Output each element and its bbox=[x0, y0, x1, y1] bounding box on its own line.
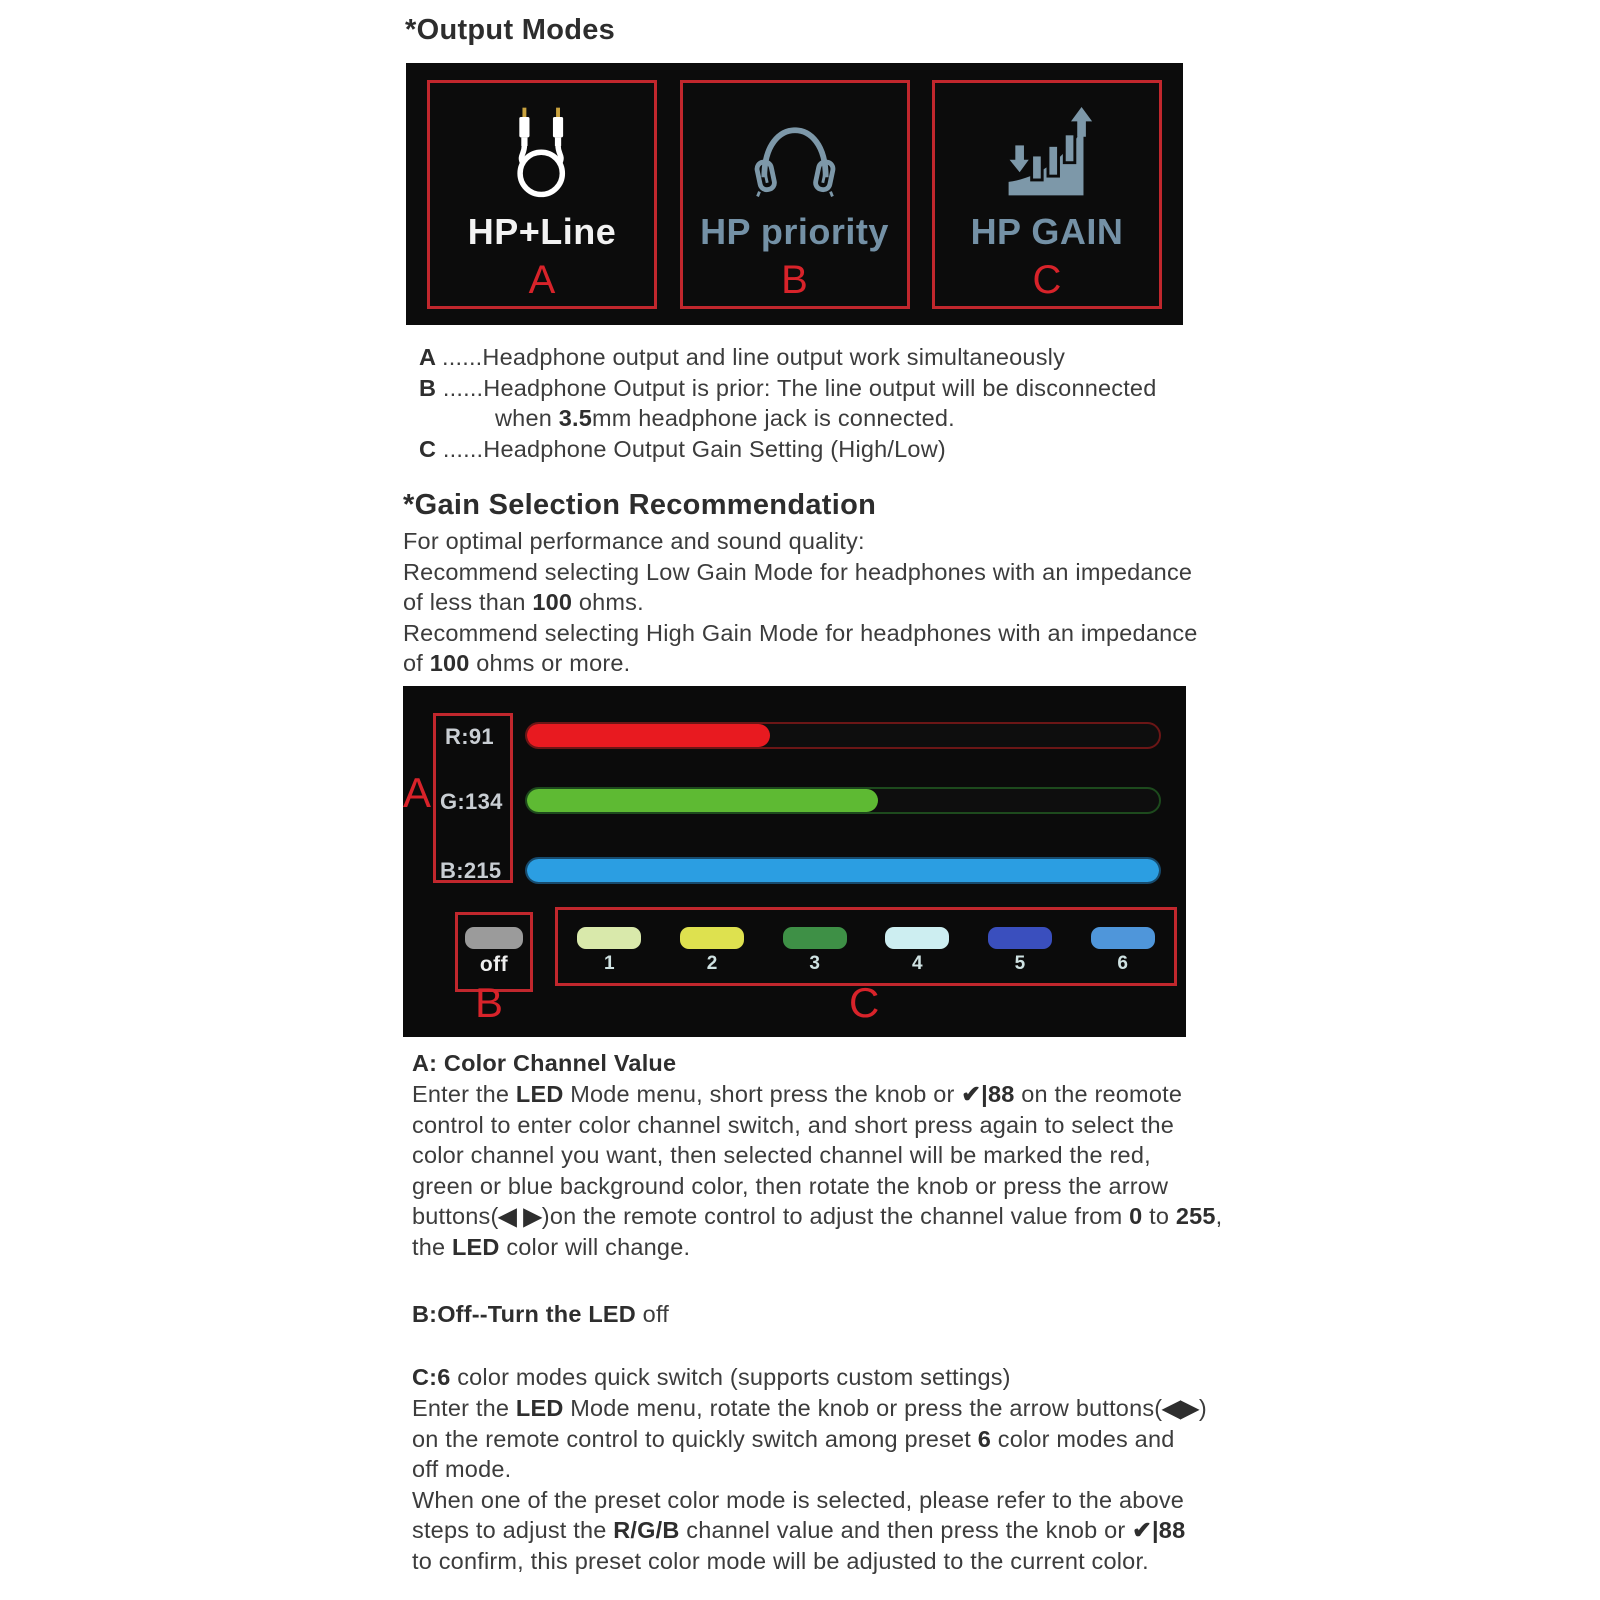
channel-label-b: B:215 bbox=[440, 858, 502, 883]
mode-card-hp-line bbox=[427, 80, 657, 309]
legend-line-c: C ......Headphone Output Gain Setting (High/Low) bbox=[419, 435, 946, 462]
color-mode-3 bbox=[783, 927, 847, 975]
desc-c-line: on the remote control to quickly switch among preset 6 color modes and bbox=[412, 1425, 1175, 1452]
desc-a-line: the LED color will change. bbox=[412, 1233, 691, 1260]
desc-b-line: B:Off--Turn the LED off bbox=[412, 1301, 669, 1327]
swatch-number: 4 bbox=[912, 952, 923, 974]
color-swatch-2 bbox=[680, 927, 744, 949]
mode-letter-a: A bbox=[528, 257, 556, 302]
color-swatch-6 bbox=[1091, 927, 1155, 949]
desc-a-line: color channel you want, then selected channel will be marked the red, bbox=[412, 1142, 1151, 1168]
color-mode-1 bbox=[577, 927, 641, 975]
led-mode-panel bbox=[403, 686, 1186, 1037]
swatch-number: 1 bbox=[604, 952, 615, 974]
color-mode-4 bbox=[885, 927, 949, 975]
gain-recommendation-heading: *Gain Selection Recommendation bbox=[403, 489, 877, 521]
swatch-number: 5 bbox=[1014, 952, 1026, 974]
output-modes-legend bbox=[419, 342, 1156, 464]
mode-card-hp-priority bbox=[680, 80, 910, 309]
annotation-letter-b: B bbox=[475, 979, 504, 1026]
desc-c-line: off mode. bbox=[412, 1456, 512, 1482]
color-swatch-1 bbox=[577, 927, 641, 949]
mode-letter-b: B bbox=[781, 257, 808, 302]
annotation-letter-c: C bbox=[849, 979, 880, 1026]
legend-line-b: B ......Headphone Output is prior: The line output will be disconnected bbox=[419, 374, 1157, 401]
desc-c-heading: C:6 color modes quick switch (supports custom settings) bbox=[412, 1364, 1011, 1390]
led-off-label: off bbox=[479, 953, 509, 976]
color-mode-6 bbox=[1091, 927, 1155, 975]
swatch-number: 6 bbox=[1117, 952, 1128, 974]
desc-c-line: to confirm, this preset color mode will be adjusted to the current color. bbox=[412, 1547, 1149, 1574]
gain-line: Recommend selecting High Gain Mode for headphones with an impedance bbox=[403, 619, 1198, 646]
annotation-letter-a: A bbox=[403, 769, 432, 816]
channel-label-r: R:91 bbox=[445, 724, 494, 749]
green-channel-bar-fill bbox=[527, 789, 878, 812]
color-mode-5 bbox=[988, 927, 1052, 975]
gain-line: of 100 ohms or more. bbox=[403, 650, 631, 676]
color-swatch-3 bbox=[783, 927, 847, 949]
desc-c-line: Enter the LED Mode menu, rotate the knob or press the arrow buttons(◀▶) bbox=[412, 1395, 1207, 1421]
color-mode-2 bbox=[680, 927, 744, 975]
gain-recommendation-text bbox=[403, 526, 1198, 679]
gain-line: Recommend selecting Low Gain Mode for headphones with an impedance bbox=[403, 558, 1193, 585]
blue-channel-bar-fill bbox=[527, 859, 1159, 882]
desc-a-line: green or blue background color, then rotate the knob or press the arrow bbox=[412, 1172, 1169, 1199]
legend-line-a: A ......Headphone output and line output work simultaneously bbox=[419, 344, 1066, 370]
desc-c-line: steps to adjust the R/G/B channel value and then press the knob or ✔|88 bbox=[412, 1517, 1186, 1543]
mode-label: HP priority bbox=[700, 210, 889, 252]
output-modes-heading: *Output Modes bbox=[405, 14, 616, 46]
desc-c-line: When one of the preset color mode is selected, please refer to the above bbox=[412, 1486, 1185, 1513]
audio-cable-icon bbox=[499, 99, 585, 203]
red-channel-bar bbox=[525, 722, 1161, 749]
color-modes-box bbox=[555, 907, 1177, 986]
output-modes-panel bbox=[406, 63, 1183, 325]
mode-label: HP GAIN bbox=[970, 210, 1124, 252]
color-swatch-5 bbox=[988, 927, 1052, 949]
color-swatch-4 bbox=[885, 927, 949, 949]
swatch-number: 2 bbox=[706, 952, 718, 974]
mode-label: HP+Line bbox=[467, 210, 617, 252]
desc-c-paragraph bbox=[412, 1393, 1207, 1576]
desc-a-line: Enter the LED Mode menu, short press the knob or ✔|88 on the reomote bbox=[412, 1081, 1183, 1107]
gain-line: For optimal performance and sound quality: bbox=[403, 528, 865, 554]
led-off-button bbox=[465, 927, 523, 949]
mode-letter-c: C bbox=[1032, 257, 1062, 302]
legend-line-b2: when 3.5mm headphone jack is connected. bbox=[495, 405, 955, 431]
gain-line: of less than 100 ohms. bbox=[403, 589, 644, 615]
desc-a-line: buttons(◀ ▶)on the remote control to adjust the channel value from 0 to 255, bbox=[412, 1203, 1223, 1229]
desc-a-heading: A: Color Channel Value bbox=[412, 1050, 677, 1076]
blue-channel-bar bbox=[525, 857, 1161, 884]
desc-a-line: control to enter color channel switch, and short press again to select the bbox=[412, 1111, 1174, 1138]
channel-label-g: G:134 bbox=[440, 789, 503, 814]
red-channel-bar-fill bbox=[527, 724, 770, 747]
headphones-icon bbox=[747, 99, 843, 203]
mode-card-hp-gain bbox=[932, 80, 1162, 309]
desc-a-paragraph bbox=[412, 1079, 1222, 1262]
gain-chart-icon bbox=[999, 99, 1095, 203]
swatch-number: 3 bbox=[809, 952, 820, 974]
green-channel-bar bbox=[525, 787, 1161, 814]
